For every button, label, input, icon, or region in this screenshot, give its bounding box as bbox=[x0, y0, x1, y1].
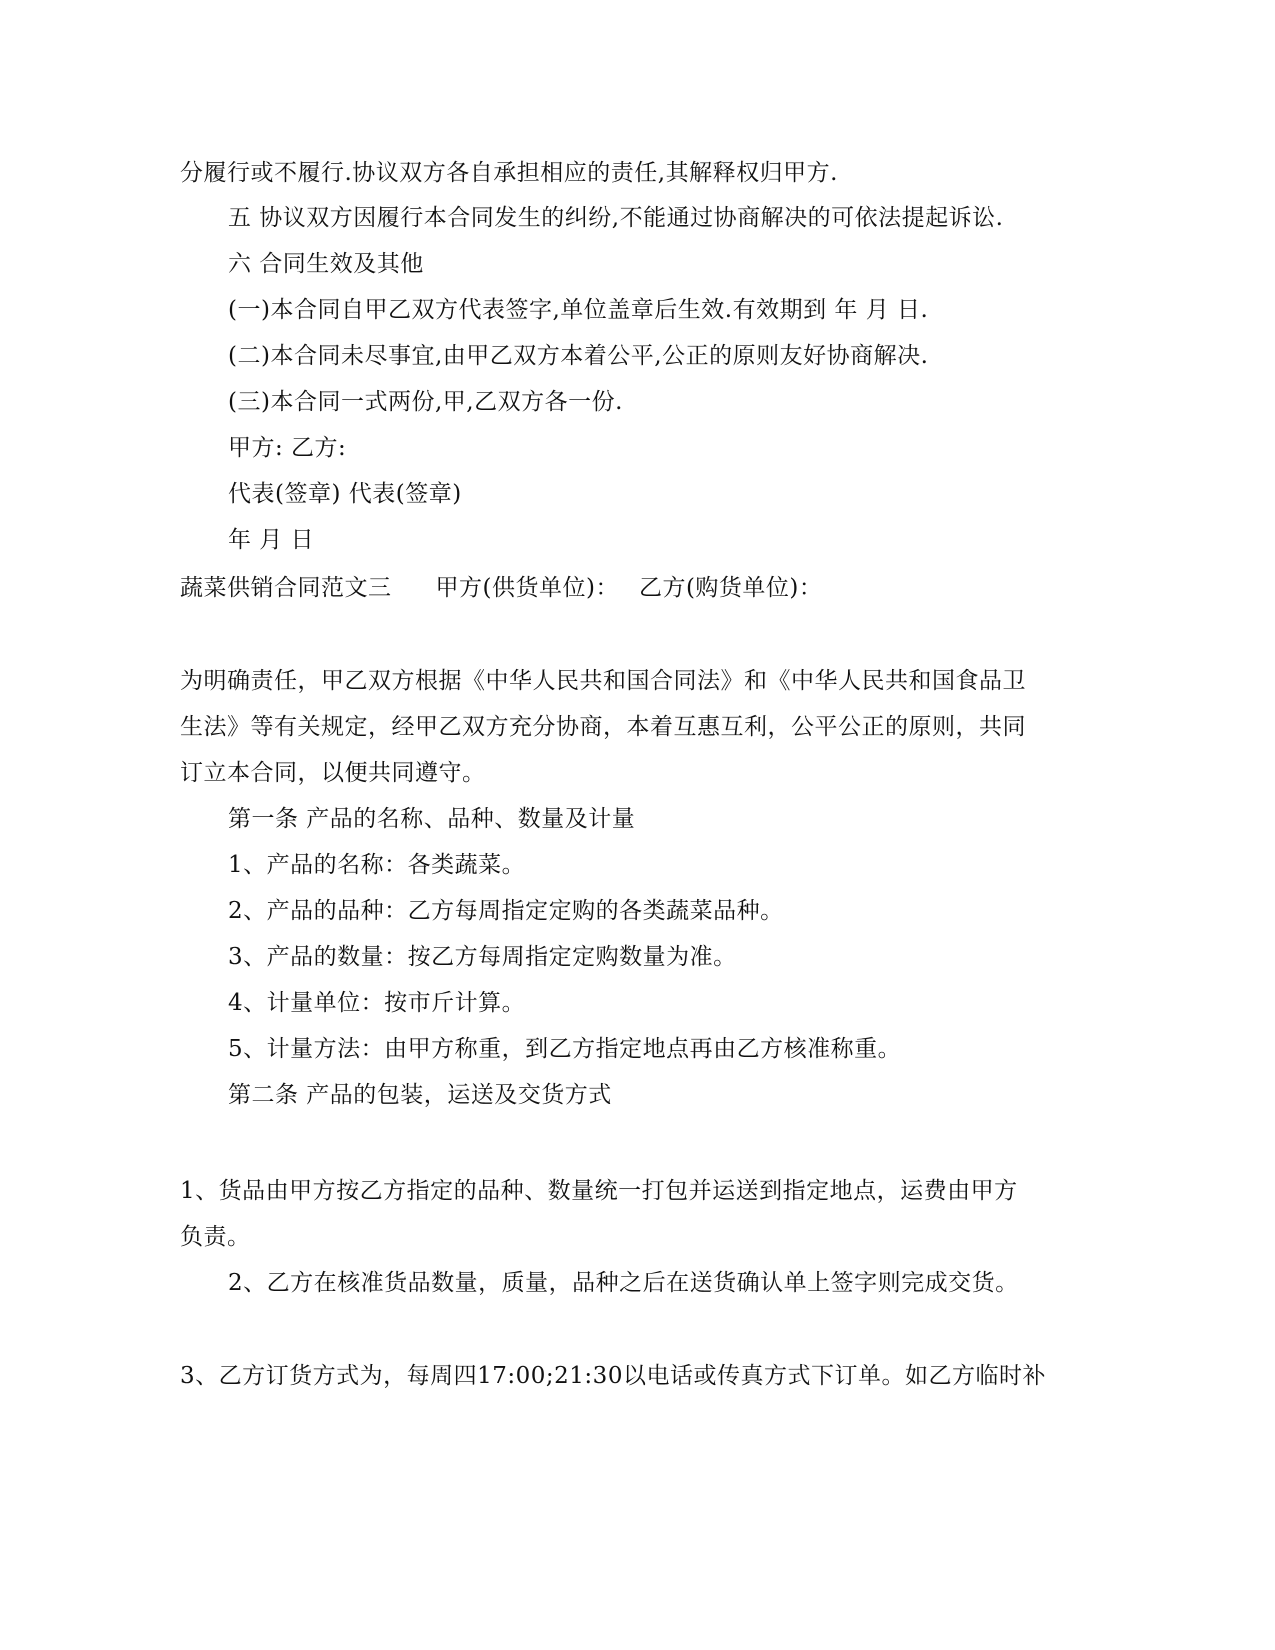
article-one-item-2: 2、产品的品种：乙方每周指定定购的各类蔬菜品种。 bbox=[228, 898, 784, 924]
party-b-label: 乙方(购货单位)： bbox=[638, 575, 823, 601]
article-two-item-1-cont: 负责。 bbox=[180, 1224, 251, 1250]
article-one-item-1: 1、产品的名称：各类蔬菜。 bbox=[228, 852, 526, 878]
article-two-item-2: 2、乙方在核准货品数量，质量，品种之后在送货确认单上签字则完成交货。 bbox=[228, 1270, 1019, 1296]
paragraph-line: 分履行或不履行.协议双方各自承担相应的责任,其解释权归甲方. bbox=[180, 160, 838, 186]
paragraph-line: 生法》等有关规定，经甲乙双方充分协商，本着互惠互利，公平公正的原则，共同 bbox=[180, 714, 1026, 740]
representative-line: 代表(签章) 代表(签章) bbox=[228, 481, 462, 507]
article-two-item-1: 1、货品由甲方按乙方指定的品种、数量统一打包并运送到指定地点，运费由甲方 bbox=[180, 1178, 1018, 1204]
article-one-item-5: 5、计量方法：由甲方称重，到乙方指定地点再由乙方核准称重。 bbox=[228, 1036, 902, 1062]
sub-clause-2: (二)本合同未尽事宜,由甲乙双方本着公平,公正的原则友好协商解决. bbox=[228, 343, 929, 369]
article-two-heading: 第二条 产品的包装，运送及交货方式 bbox=[228, 1082, 612, 1108]
date-line: 年 月 日 bbox=[228, 527, 315, 553]
paragraph-line: 订立本合同，以便共同遵守。 bbox=[180, 760, 486, 786]
contract-title: 蔬菜供销合同范文三 bbox=[180, 575, 392, 601]
party-signature-line: 甲方: 乙方: bbox=[228, 435, 347, 461]
clause-five: 五 协议双方因履行本合同发生的纠纷,不能通过协商解决的可依法提起诉讼. bbox=[228, 205, 1004, 231]
clause-six-heading: 六 合同生效及其他 bbox=[228, 251, 424, 277]
paragraph-line: 为明确责任，甲乙双方根据《中华人民共和国合同法》和《中华人民共和国食品卫 bbox=[180, 668, 1026, 694]
article-one-item-4: 4、计量单位：按市斤计算。 bbox=[228, 990, 526, 1016]
article-one-item-3: 3、产品的数量：按乙方每周指定定购数量为准。 bbox=[228, 944, 737, 970]
article-one-heading: 第一条 产品的名称、品种、数量及计量 bbox=[228, 806, 636, 832]
contract-heading-row bbox=[180, 572, 822, 604]
article-two-item-3: 3、乙方订货方式为，每周四17:00;21:30以电话或传真方式下订单。如乙方临时补 bbox=[180, 1363, 1046, 1389]
sub-clause-1: (一)本合同自甲乙双方代表签字,单位盖章后生效.有效期到 年 月 日. bbox=[228, 297, 929, 323]
sub-clause-3: (三)本合同一式两份,甲,乙双方各一份. bbox=[228, 389, 623, 415]
party-a-label: 甲方(供货单位)： bbox=[435, 575, 619, 601]
